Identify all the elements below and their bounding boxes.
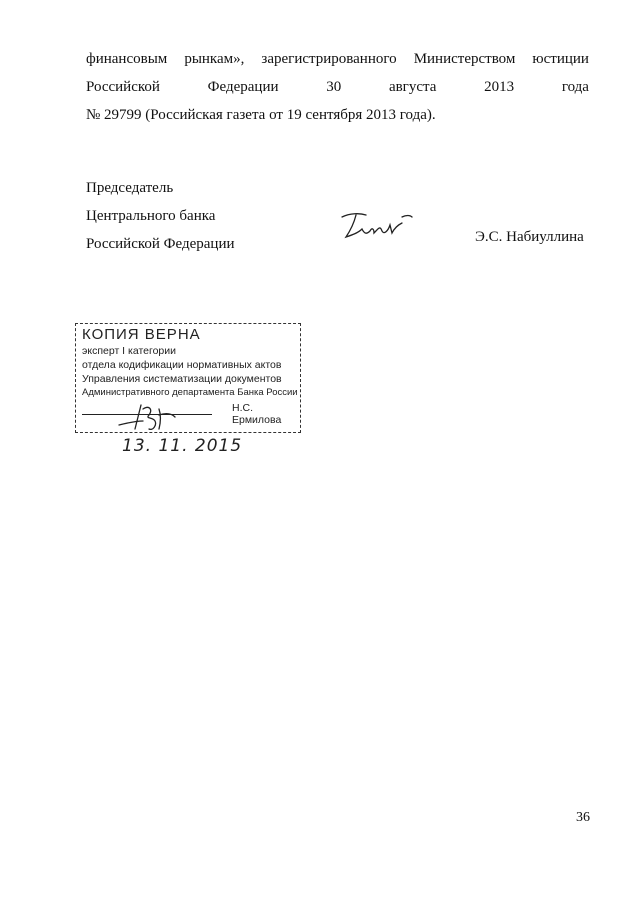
stamp-signer-name: Н.С. Ермилова (232, 402, 282, 426)
word: августа (388, 79, 437, 95)
handwritten-date: 13. 11. 2015 (122, 436, 243, 456)
word: года (561, 79, 589, 95)
handwritten-signature (336, 205, 416, 245)
signatory-title-line-2: Центрального банка (86, 208, 216, 224)
word: 2013 (484, 79, 515, 95)
body-text-line-3: № 29799 (Российская газета от 19 сентября 2013 года). (86, 107, 436, 123)
word: Российской (86, 79, 160, 95)
word: Федерации (207, 79, 279, 95)
body-text-line-1 (86, 48, 589, 70)
stamp-line-1: эксперт I категории (82, 345, 176, 357)
signatory-name: Э.С. Набиуллина (475, 229, 584, 245)
body-text-line-2 (86, 76, 589, 98)
signatory-title-line-3: Российской Федерации (86, 236, 235, 252)
word: рынкам», (184, 51, 245, 67)
word: Министерством (413, 51, 516, 67)
stamp-title: КОПИЯ ВЕРНА (82, 326, 201, 343)
word: зарегистрированного (261, 51, 397, 67)
stamp-line-3: Управления систематизации документов (82, 373, 282, 385)
signatory-title (86, 174, 235, 258)
stamp-handwritten-signature (115, 399, 195, 435)
stamp-line-4: Административного департамента Банка России (82, 387, 298, 398)
stamp-line-2: отдела кодификации нормативных актов (82, 359, 282, 371)
page-number: 36 (576, 810, 590, 825)
signatory-title-line-1: Председатель (86, 180, 174, 196)
word: юстиции (532, 51, 589, 67)
word: финансовым (86, 51, 168, 67)
word: 30 (326, 79, 342, 95)
